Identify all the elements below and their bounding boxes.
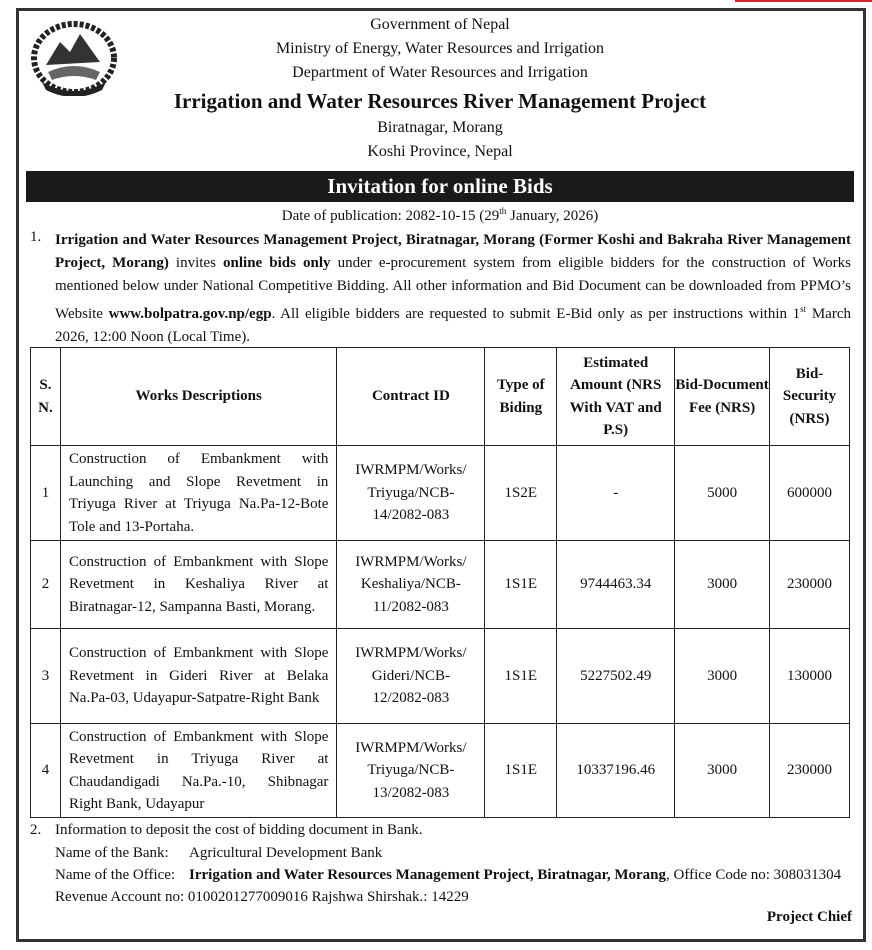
- cell-type: 1S1E: [485, 629, 557, 724]
- table-header-row: [31, 348, 850, 446]
- office-line: Name of the Office: Irrigation and Water Resources Management Project, Biratnagar, Morang, Office Code no: 308031304: [55, 867, 842, 883]
- cell-sn: 2: [31, 541, 61, 629]
- cell-security: 600000: [770, 446, 850, 541]
- cell-estimated-amount: 9744463.34: [557, 541, 675, 629]
- para1-number: 1.: [30, 229, 42, 245]
- para1-text: Irrigation and Water Resources Management Project, Biratnagar, Morang (Former Koshi and Bakraha River Management Project, Morang) invites online bids only under e-procurement system from eligible bidders for the construction of Works mentioned below under National Competitive Bidding. All other information and Bid Document can be downloaded from PPMO’s Website www.bolpatra.gov.np/egp. All eligible bidders are requested to submit E-Bid only as per instructions within 1st March 2026, 12:00 Noon (Local Time).: [55, 232, 851, 345]
- table-row: [31, 541, 850, 629]
- cell-works-description: Construction of Embankment with Slope Revetment in Keshaliya River at Biratnagar-12, Sampanna Basti, Morang.: [60, 541, 336, 629]
- cell-security: 230000: [770, 541, 850, 629]
- department-line: Department of Water Resources and Irrigation: [292, 64, 588, 81]
- publication-date: Date of publication: 2082-10-15 (29th January, 2026): [281, 206, 599, 224]
- works-table: [30, 347, 850, 818]
- province-line: Koshi Province, Nepal: [367, 143, 513, 160]
- table-row: [31, 629, 850, 724]
- bank-line: Name of the Bank: Agricultural Development Bank: [55, 845, 383, 861]
- city-line: Biratnagar, Morang: [377, 119, 503, 136]
- header-doc-fee: Bid-Document Fee (NRS): [675, 348, 770, 446]
- cell-security: 230000: [770, 724, 850, 818]
- cell-sn: 3: [31, 629, 61, 724]
- cell-contract-id: IWRMPM/Works/ Keshaliya/NCB-11/2082-083: [337, 541, 485, 629]
- cell-contract-id: IWRMPM/Works/ Triyuga/NCB-13/2082-083: [337, 724, 485, 818]
- para2-number: 2.: [30, 822, 42, 838]
- cell-contract-id: IWRMPM/Works/ Gideri/NCB-12/2082-083: [337, 629, 485, 724]
- header-type: Type of Biding: [485, 348, 557, 446]
- cell-doc-fee: 3000: [675, 724, 770, 818]
- header-works: Works Descriptions: [60, 348, 336, 446]
- cell-works-description: Construction of Embankment with Slope Revetment in Gideri River at Belaka Na.Pa-03, Udayapur-Satpatre-Right Bank: [60, 629, 336, 724]
- revenue-line: Revenue Account no: 0100201277009016 Rajshwa Shirshak.: 14229: [55, 889, 469, 905]
- cell-type: 1S1E: [485, 724, 557, 818]
- project-title: Irrigation and Water Resources River Management Project: [173, 89, 707, 113]
- cell-sn: 4: [31, 724, 61, 818]
- table-row: [31, 446, 850, 541]
- cell-works-description: Construction of Embankment with Slope Revetment in Triyuga River at Chaudandigadi Na.Pa.-10, Shibnagar Right Bank, Udayapur: [60, 724, 336, 818]
- header-contract-id: Contract ID: [337, 348, 485, 446]
- gov-line: Government of Nepal: [370, 16, 510, 33]
- cell-estimated-amount: 10337196.46: [557, 724, 675, 818]
- header-sn: S. N.: [31, 348, 61, 446]
- cell-doc-fee: 3000: [675, 541, 770, 629]
- cell-security: 130000: [770, 629, 850, 724]
- cell-doc-fee: 5000: [675, 446, 770, 541]
- cell-sn: 1: [31, 446, 61, 541]
- header-security: Bid-Security (NRS): [770, 348, 850, 446]
- cell-works-description: Construction of Embankment with Launching and Slope Revetment in Triyuga River at Triyuga Na.Pa-12-Bote Tole and 13-Portaha.: [60, 446, 336, 541]
- signature: Project Chief: [766, 909, 852, 925]
- cell-contract-id: IWRMPM/Works/ Triyuga/NCB-14/2082-083: [337, 446, 485, 541]
- notice-banner: Invitation for online Bids: [26, 171, 854, 202]
- table-row: [31, 724, 850, 818]
- ministry-line: Ministry of Energy, Water Resources and Irrigation: [275, 40, 605, 57]
- cell-estimated-amount: 5227502.49: [557, 629, 675, 724]
- cell-type: 1S1E: [485, 541, 557, 629]
- header-estimated-amount: Estimated Amount (NRS With VAT and P.S): [557, 348, 675, 446]
- top-red-line: [735, 0, 872, 2]
- cell-doc-fee: 3000: [675, 629, 770, 724]
- cell-type: 1S2E: [485, 446, 557, 541]
- para2-title: Information to deposit the cost of bidding document in Bank.: [55, 822, 423, 838]
- cell-estimated-amount: -: [557, 446, 675, 541]
